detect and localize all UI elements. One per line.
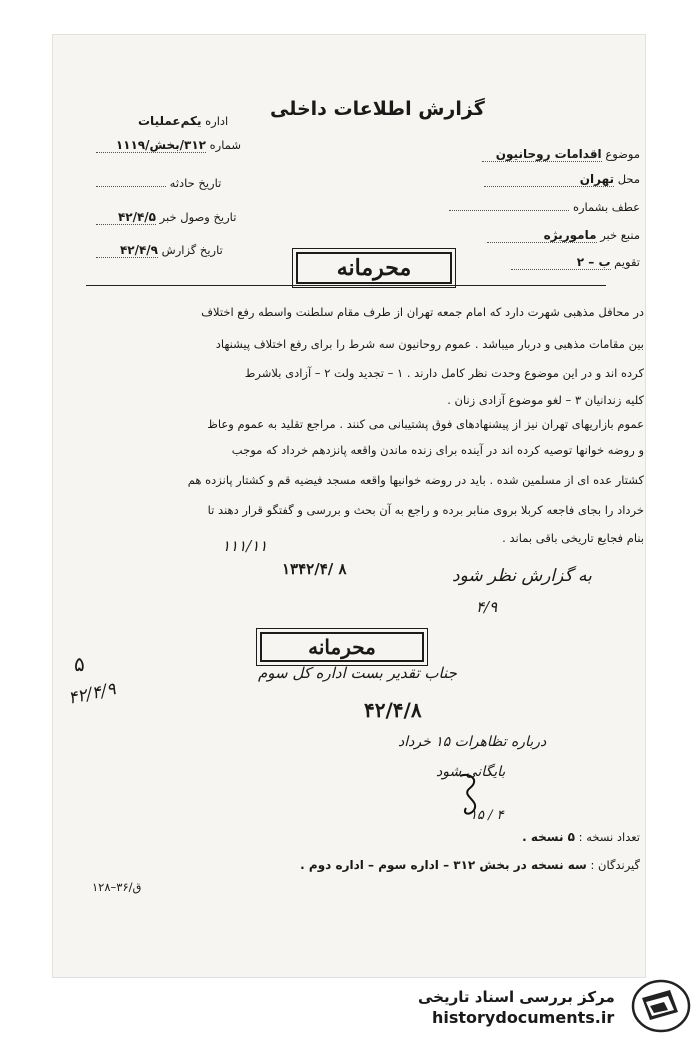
subject-value: اقدامات روحانیون [482,147,602,162]
footer-org-name: مرکز بررسی اسناد تاریخی [418,988,615,1006]
hand-note-2: ۴/۹ [476,598,498,616]
body-line: کلیه زندانیان ۳ – لغو موضوع آزادی زنان . [447,393,644,407]
recipients-label: گیرندگان [598,858,640,872]
number-value: ۳۱۲/بخش/۱۱۱۹ [96,138,206,153]
incident-date-label: تاریخ حادثه [169,176,222,190]
body-line: خرداد را بجای فاجعه کربلا بروی منابر برده و راجع به آن بحث و بررسی و گفتگو قرار دهند تا [207,503,644,517]
body-line: بنام فجایع تاریخی باقی بماند . [502,531,644,545]
number-label: شماره [209,138,242,152]
copies-label: تعداد نسخه [586,830,640,844]
body-line: کرده اند و در این موضوع وحدت نظر کامل دارند . ۱ – تجدید ولت ۲ – آزادی بلاشرط [244,366,644,380]
form-code: ۱۲۸–۳۶/ق [92,880,142,894]
rating-label: تقویم [614,255,640,269]
hand-note-3: جناب تقدیر بست اداره کل سوم [258,664,457,682]
ref-label: عطف بشماره [572,200,640,214]
header-divider [86,285,606,286]
place-value: تهران [484,172,614,187]
rating-value: ب – ۲ [511,255,611,270]
body-line: و روضه خوانها توصیه کرده اند در آینده برای زنده ماندن واقعه پانزدهم خرداد که موجب [231,443,644,457]
report-date-row [96,243,223,258]
hand-note-6: ۱۵ / ۴ [470,808,504,823]
report-date-label: تاریخ گزارش [161,243,223,257]
footer-site[interactable]: historydocuments.ir [432,1008,615,1027]
left-margin-number: ۵ [74,652,85,676]
hand-date-2: ۴۲/۴/۸ [364,698,422,722]
left-margin-date: ۴۲/۴/۹ [66,679,118,709]
source-label: منبع خبر [600,228,640,242]
hand-note-4: درباره تظاهرات ۱۵ خرداد [398,734,547,750]
subject-label: موضوع [605,147,640,161]
document-title: گزارش اطلاعات داخلی [270,98,485,120]
recipients-row: گیرندگان : سه نسخه در بخش ۳۱۲ – اداره سوم – اداره دوم . [300,858,640,872]
receipt-date-row [96,210,236,225]
hand-note-1: به گزارش نظر شود [452,566,592,586]
number-row [96,138,241,153]
handwritten-code: ۱۱۱/۱۱ [222,537,268,555]
dept-row [138,114,228,128]
body-line: در محافل مذهبی شهرت دارد که امام جمعه تهران از طرف مقام سلطنت واسطه رفع اختلاف [201,305,644,319]
source-value: ماموریژه [487,228,597,243]
rating-row [511,255,640,270]
receipt-date-label: تاریخ وصول خبر [159,210,237,224]
body-line: عموم بازاریهای تهران نیز از پیشنهادهای فوق پشتیبانی می کنند . مراجع تقلید به عموم وعاظ [207,417,644,431]
source-row [487,228,640,243]
incident-date-row [96,176,221,190]
dept-value: یکم‌عملیات [138,114,202,128]
copies-value: ۵ نسخه . [522,830,575,844]
dept-label: اداره [205,114,229,128]
archive-logo-icon [630,978,692,1034]
confidential-stamp: محرمانه [296,252,452,284]
handwritten-date: ۱۳۴۲/۴/ ۸ [282,560,347,578]
subject-row [482,147,640,162]
place-row [484,172,640,187]
receipt-date-value: ۴۲/۴/۵ [96,210,156,225]
place-label: محل [617,172,640,186]
hand-note-5: بایگانی شود [436,764,506,780]
body-line: بین مقامات مذهبی و دربار میباشد . عموم روحانیون سه شرط را برای رفع اختلاف پیشنهاد [215,337,644,351]
copies-row: تعداد نسخه : ۵ نسخه . [522,830,640,844]
report-date-value: ۴۲/۴/۹ [96,243,158,258]
ref-row [449,200,640,214]
recipients-value: سه نسخه در بخش ۳۱۲ – اداره سوم – اداره دوم . [300,858,587,872]
second-confidential-stamp: محرمانه [260,632,424,662]
body-line: کشتار عده ای از مسلمین شده . باید در روضه خوانیها واقعه مسجد فیضیه قم و کشتار پانزده هم [187,473,644,487]
